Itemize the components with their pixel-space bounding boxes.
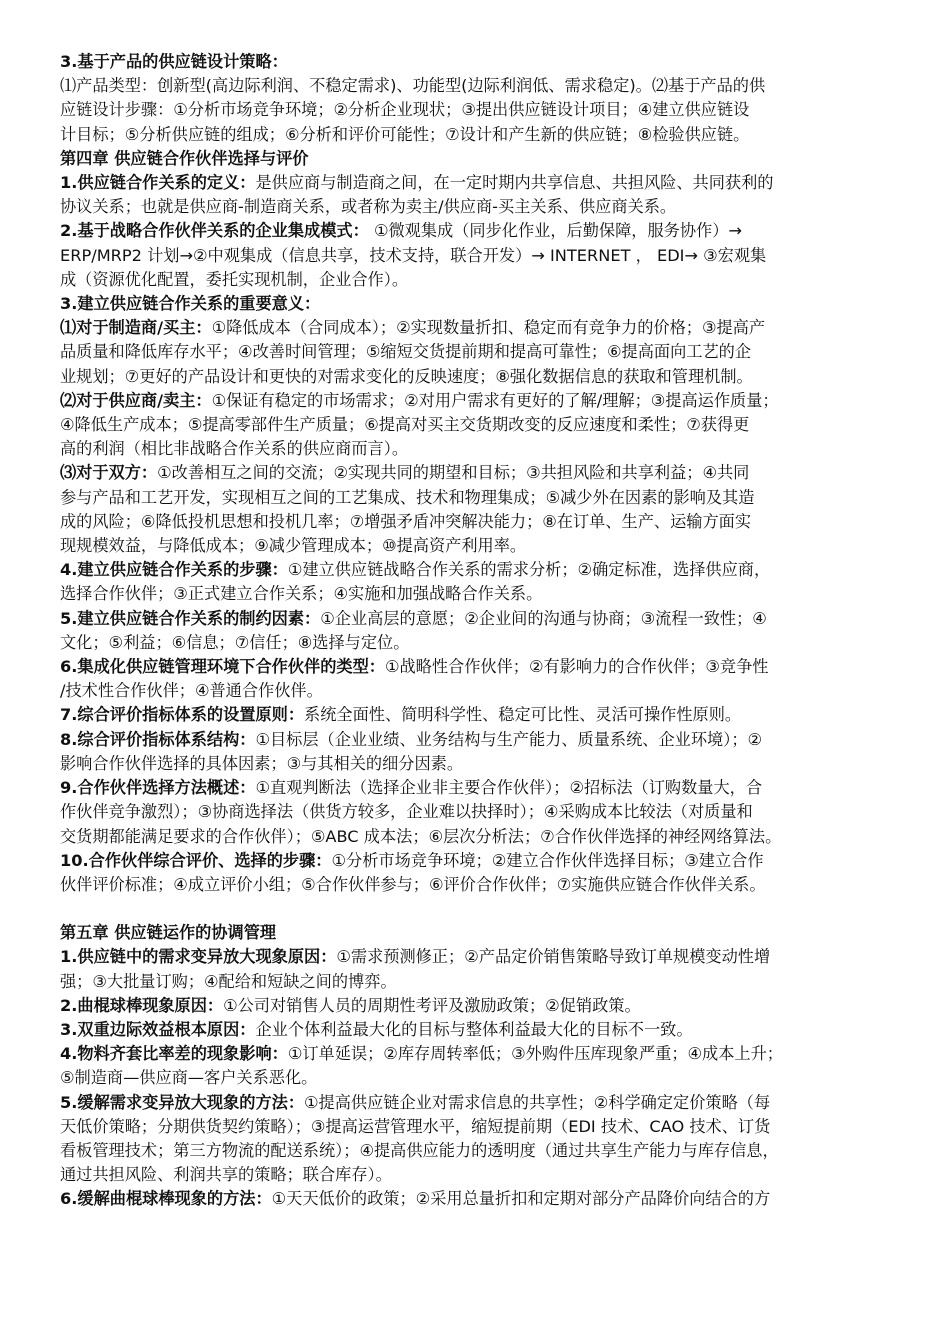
text-line xyxy=(60,825,902,849)
bold-lead: ⑵对于供应商/卖主： xyxy=(60,390,212,410)
body-text: 成的风险；⑥降低投机思想和投机几率；⑦增强矛盾冲突解决能力；⑧在订单、生产、运输方面实 xyxy=(60,511,752,531)
body-text: 伙伴评价标准；④成立评价小组；⑤合作伙伴参与；⑥评价合作伙伴；⑦实施供应链合作伙伴关系。 xyxy=(60,874,766,894)
body-text: 看板管理技术；第三方物流的配送系统）；④提高供应能力的透明度（通过共享生产能力与库存信息， xyxy=(60,1140,779,1160)
body-text: 是供应商与制造商之间，在一定时期内共享信息、共担风险、共同获利的 xyxy=(255,173,774,193)
bold-lead: 6.集成化供应链管理环境下合作伙伴的类型： xyxy=(60,657,385,677)
body-text: ①改善相互之间的交流；②实现共同的期望和目标；③共担风险和共享利益；④共同 xyxy=(157,463,750,483)
text-line xyxy=(60,752,902,776)
section-heading xyxy=(60,292,902,316)
text-line xyxy=(60,1091,902,1115)
text-line xyxy=(60,510,902,534)
bold-lead: 第四章 供应链合作伙伴选择与评价 xyxy=(60,148,309,168)
text-line xyxy=(60,437,902,461)
text-line xyxy=(60,776,902,800)
bold-lead: 3.建立供应链合作关系的重要意义： xyxy=(60,294,321,314)
body-text: 交货期都能满足要求的合作伙伴）；⑤ABC 成本法；⑥层次分析法；⑦合作伙伴选择的神经网络算法。 xyxy=(60,826,782,846)
bold-lead: 10.合作伙伴综合评价、选择的步骤： xyxy=(60,850,332,870)
text-line xyxy=(60,800,902,824)
text-line xyxy=(60,703,902,727)
section-heading xyxy=(60,50,902,74)
text-line xyxy=(60,679,902,703)
bold-lead: ⑶对于双方： xyxy=(60,463,158,483)
body-text: 品质量和降低库存水平；④改善时间管理；⑤缩短交货提前期和提高可靠性；⑥提高面向工艺的企 xyxy=(60,342,752,362)
blank-line xyxy=(60,897,902,921)
text-line xyxy=(60,607,902,631)
body-text: 影响合作伙伴选择的具体因素；③与其相关的细分因素。 xyxy=(60,753,464,773)
body-text: 参与产品和工艺开发，实现相互之间的工艺集成、技术和物理集成；⑤减少外在因素的影响及其造 xyxy=(60,487,755,507)
text-line xyxy=(60,655,902,679)
text-line xyxy=(60,195,902,219)
bold-lead: 3.基于产品的供应链设计策略： xyxy=(60,52,288,71)
bold-lead: 1.供应链合作关系的定义： xyxy=(60,173,256,193)
body-text: ①提高供应链企业对需求信息的共享性；②科学确定定价策略（每 xyxy=(304,1092,771,1112)
text-line xyxy=(60,558,902,582)
text-line xyxy=(60,123,902,147)
body-text: 计目标；⑤分析供应链的组成；⑥分析和评价可能性；⑦设计和产生新的供应链；⑧检验供应链。 xyxy=(60,124,750,144)
text-line xyxy=(60,582,902,606)
text-line xyxy=(60,74,902,98)
bold-lead: 3.双重边际效益根本原因： xyxy=(60,1019,256,1039)
body-text: ①公司对销售人员的周期性考评及激励政策；②促销政策。 xyxy=(223,995,641,1015)
body-text: ①保证有稳定的市场需求；②对用户需求有更好的了解/理解；③提高运作质量； xyxy=(211,390,779,410)
body-text: 天低价策略；分期供货契约策略）；③提高运营管理水平，缩短提前期（EDI 技术、CAO 技术、订货 xyxy=(60,1116,771,1136)
body-text: 选择合作伙伴；③正式建立合作关系；④实施和加强战略合作关系。 xyxy=(60,584,543,604)
text-line xyxy=(60,1163,902,1187)
body-text: ①天天低价的政策；②采用总量折扣和定期对部分产品降价向结合的方 xyxy=(271,1189,771,1209)
body-text: 通过共担风险、利润共享的策略；联合库存）。 xyxy=(60,1165,392,1185)
chapter-heading xyxy=(60,147,902,171)
bold-lead: 8.综合评价指标体系结构： xyxy=(60,729,256,749)
body-text: ①目标层（企业业绩、业务结构与生产能力、质量系统、企业环境）；② xyxy=(255,729,763,749)
bold-lead: 第五章 供应链运作的协调管理 xyxy=(60,923,277,943)
body-text: ④降低生产成本；⑤提高零部件生产质量；⑥提高对买主交货期改变的反应速度和柔性；⑦获得更 xyxy=(60,415,750,435)
body-text: 企业个体利益最大化的目标与整体利益最大化的目标不一致。 xyxy=(255,1019,693,1039)
bold-lead: 6.缓解曲棍球棒现象的方法： xyxy=(60,1189,272,1209)
body-text: 协议关系；也就是供应商-制造商关系，或者称为卖主/供应商-买主关系、供应商关系。 xyxy=(60,197,677,217)
chapter-heading xyxy=(60,921,902,945)
text-line xyxy=(60,1139,902,1163)
body-text: ①降低成本（合同成本）；②实现数量折扣、稳定而有竞争力的价格；③提高产 xyxy=(211,318,766,338)
body-text: 系统全面性、简明科学性、稳定可比性、灵活可操作性原则。 xyxy=(304,705,742,725)
bold-lead: 2.基于战略合作伙伴关系的企业集成模式： xyxy=(60,221,369,241)
text-line xyxy=(60,631,902,655)
bold-lead: 9.合作伙伴选择方法概述： xyxy=(60,778,256,798)
body-text: ①战略性合作伙伴；②有影响力的合作伙伴；③竞争性 xyxy=(384,657,769,677)
body-text: ①企业高层的意愿；②企业间的沟通与协商；③流程一致性；④ xyxy=(320,608,767,628)
text-line xyxy=(60,1066,902,1090)
body-text: ①分析市场竞争环境；②建立合作伙伴选择目标；③建立合作 xyxy=(331,850,764,870)
body-text: 高的利润（相比非战略合作关系的供应商而言）。 xyxy=(60,439,409,459)
bold-lead: 2.曲棍球棒现象原因： xyxy=(60,995,224,1015)
body-text: ⑤制造商—供应商—客户关系恶化。 xyxy=(60,1068,318,1088)
text-line xyxy=(60,970,902,994)
bold-lead: 7.综合评价指标体系的设置原则： xyxy=(60,705,305,725)
body-text: ①需求预测修正；②产品定价销售策略导致订单规模变动性增 xyxy=(336,947,771,967)
body-text: 应链设计步骤：①分析市场竞争环境；②分析企业现状；③提出供应链设计项目；④建立供应链设 xyxy=(60,100,750,120)
text-line xyxy=(60,486,902,510)
body-text: ①微观集成（同步化作业，后勤保障，服务协作）→ xyxy=(368,221,742,241)
bold-lead: 1.供应链中的需求变异放大现象原因： xyxy=(60,947,337,967)
body-text: ①直观判断法（选择企业非主要合作伙伴）；②招标法（订购数量大，合 xyxy=(255,778,763,798)
body-text: 作伙伴竞争激烈）；③协商选择法（供货方较多，企业难以抉择时）；④采购成本比较法（对质量和 xyxy=(60,802,753,822)
body-text: 成（资源优化配置，委托实现机制，企业合作）。 xyxy=(60,269,409,289)
text-line xyxy=(60,316,902,340)
text-line xyxy=(60,534,902,558)
text-line xyxy=(60,728,902,752)
text-line xyxy=(60,219,902,243)
text-line xyxy=(60,1115,902,1139)
text-line xyxy=(60,365,902,389)
text-line xyxy=(60,268,902,292)
body-text: 现规模效益，与降低成本；⑨减少管理成本；⑩提高资产利用率。 xyxy=(60,536,527,556)
text-line xyxy=(60,1187,902,1211)
body-text: /技术性合作伙伴；④普通合作伙伴。 xyxy=(60,681,323,701)
text-line xyxy=(60,389,902,413)
body-text: ①订单延误；②库存周转率低；③外购件压库现象严重；④成本上升； xyxy=(287,1044,783,1064)
text-line xyxy=(60,461,902,485)
text-line xyxy=(60,98,902,122)
body-text: ①建立供应链战略合作关系的需求分析；②确定标准，选择供应商， xyxy=(287,560,771,580)
text-line xyxy=(60,171,902,195)
bold-lead: 5.建立供应链合作关系的制约因素： xyxy=(60,608,321,628)
body-text: 文化；⑤利益；⑥信息；⑦信任；⑧选择与定位。 xyxy=(60,632,410,652)
text-line xyxy=(60,244,902,268)
body-text: 强；③大批量订购；④配给和短缺之间的博弈。 xyxy=(60,971,397,991)
text-line xyxy=(60,413,902,437)
text-line xyxy=(60,1042,902,1066)
text-line xyxy=(60,340,902,364)
bold-lead: 5.缓解需求变异放大现象的方法： xyxy=(60,1092,305,1112)
text-line xyxy=(60,945,902,969)
text-line xyxy=(60,994,902,1018)
bold-lead: ⑴对于制造商/买主： xyxy=(60,318,212,338)
text-line xyxy=(60,849,902,873)
body-text: ERP/MRP2 计划→②中观集成（信息共享，技术支持，联合开发）→ INTERNET ， EDI→ ③宏观集 xyxy=(60,245,767,265)
body-text: ⑴产品类型：创新型(高边际利润、不稳定需求)、功能型(边际利润低、需求稳定)。⑵基于产品的供 xyxy=(60,76,766,96)
bold-lead: 4.物料齐套比率差的现象影响： xyxy=(60,1044,288,1064)
text-line xyxy=(60,1018,902,1042)
text-line xyxy=(60,873,902,897)
bold-lead: 4.建立供应链合作关系的步骤： xyxy=(60,560,288,580)
body-text: 业规划；⑦更好的产品设计和更快的对需求变化的反映速度；⑧强化数据信息的获取和管理机制。 xyxy=(60,366,753,386)
